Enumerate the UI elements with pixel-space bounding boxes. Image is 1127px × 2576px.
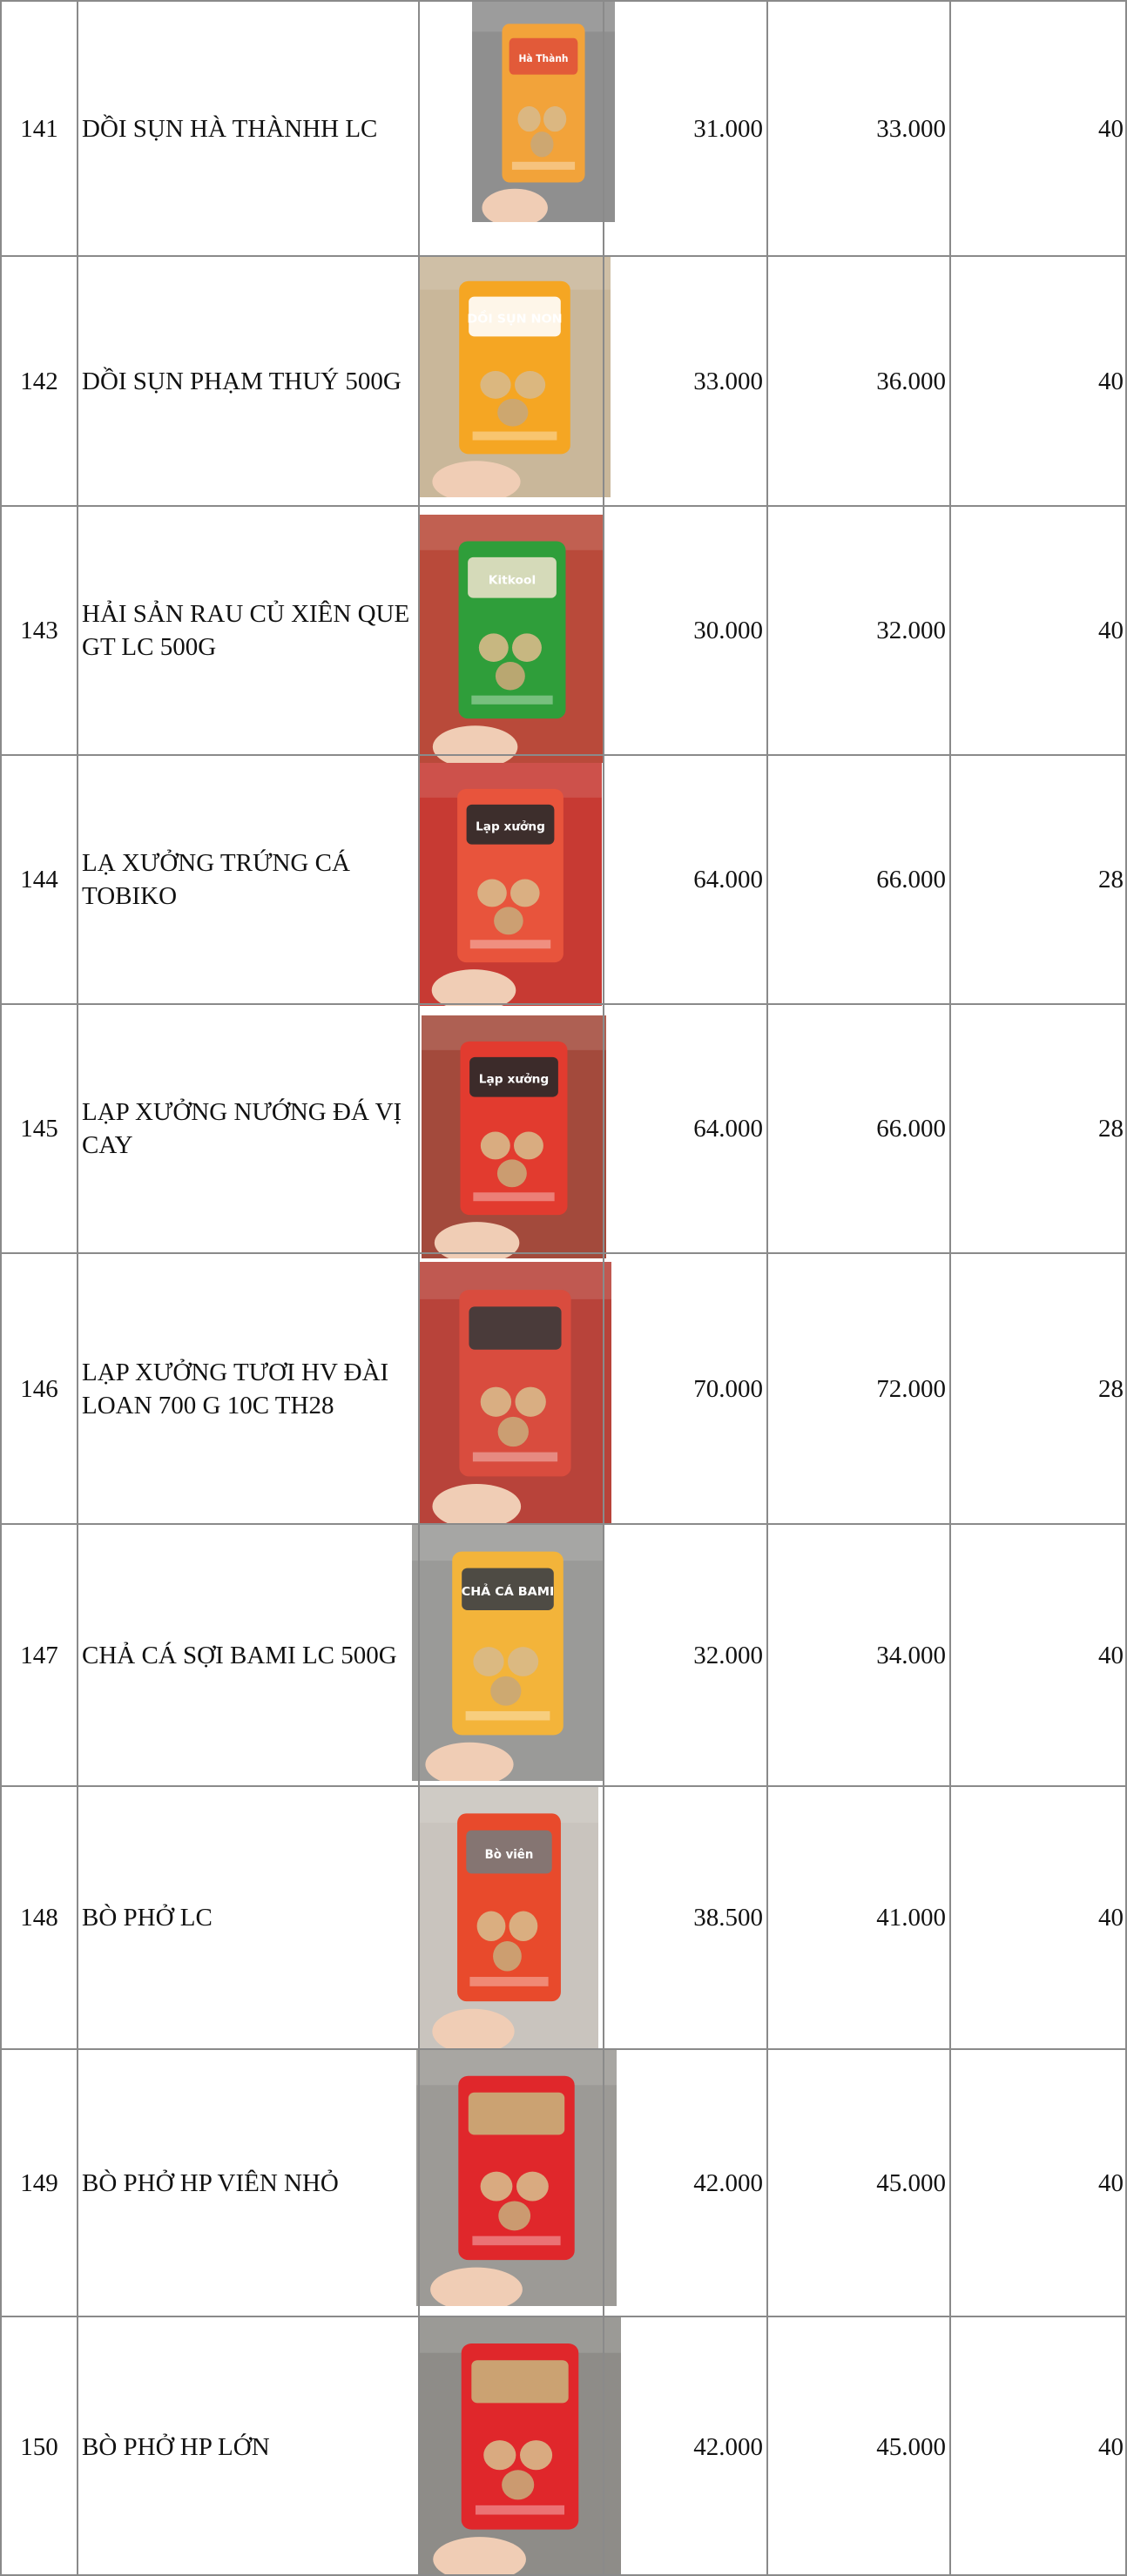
svg-text:Hà Thành: Hà Thành: [518, 52, 569, 65]
product-name: DỒI SỤN PHẠM THUÝ 500G: [82, 367, 402, 395]
product-name: LẠP XƯỞNG NƯỚNG ĐÁ VỊ CAY: [82, 1098, 402, 1159]
quantity: 40: [1098, 617, 1124, 644]
quantity: 40: [1098, 2432, 1124, 2461]
quantity: 40: [1098, 1904, 1124, 1932]
grid-line-vertical: [418, 0, 420, 2576]
product-photo-chinese-sausage-pack: [419, 763, 602, 1006]
price-cost: 33.000: [693, 367, 763, 395]
quantity: 40: [1098, 367, 1124, 395]
price-cost: 70.000: [693, 1374, 763, 1403]
grid-line-horizontal: [0, 1252, 1127, 1254]
product-photo-beef-ball-pack: [420, 1785, 598, 2048]
svg-text:Lạp xưởng: Lạp xưởng: [478, 1074, 550, 1087]
row-number: 150: [20, 2432, 58, 2461]
product-photo-seafood-skewer-pack: [420, 515, 604, 763]
price-cost: 42.000: [693, 2432, 763, 2461]
price-sale: 32.000: [876, 617, 946, 644]
row-number: 147: [20, 1641, 58, 1669]
product-photo-beef-ball-pack: [419, 2316, 621, 2576]
grid-line-horizontal: [0, 1003, 1127, 1005]
price-sale: 33.000: [876, 114, 946, 143]
price-sale: 66.000: [876, 1115, 946, 1143]
price-cost: 32.000: [693, 1641, 763, 1669]
quantity: 28: [1098, 1115, 1124, 1143]
quantity: 40: [1098, 2168, 1124, 2197]
row-number: 141: [20, 114, 58, 143]
grid-line-vertical: [766, 0, 768, 2576]
price-cost: 64.000: [693, 1115, 763, 1143]
grid-line-vertical: [949, 0, 951, 2576]
price-sale: 41.000: [876, 1904, 946, 1932]
price-cost: 64.000: [693, 866, 763, 894]
price-cost: 30.000: [693, 617, 763, 644]
product-name: LẠ XƯỞNG TRỨNG CÁ TOBIKO: [82, 849, 350, 910]
svg-text:Kitkool: Kitkool: [488, 573, 537, 588]
product-name: DỒI SỤN HÀ THÀNHH LC: [82, 114, 378, 143]
grid-line-horizontal: [0, 1523, 1127, 1525]
row-number: 146: [20, 1374, 58, 1403]
grid-line-vertical: [77, 0, 78, 2576]
grid-line-horizontal: [0, 255, 1127, 257]
svg-text:Bò viên: Bò viên: [484, 1847, 534, 1863]
row-number: 149: [20, 2168, 58, 2197]
grid-line-horizontal: [0, 505, 1127, 507]
price-cost: 42.000: [693, 2168, 763, 2197]
product-photo-chinese-sausage-pack: [422, 1015, 606, 1258]
price-cost: 31.000: [693, 114, 763, 143]
grid-line-horizontal: [0, 0, 1127, 2]
product-photo-chinese-sausage-pack: [419, 1262, 611, 1523]
row-number: 145: [20, 1115, 58, 1143]
grid-line-vertical: [603, 0, 604, 2576]
price-cost: 38.500: [693, 1904, 763, 1932]
price-sale: 72.000: [876, 1374, 946, 1403]
row-number: 143: [20, 617, 58, 644]
product-photo-sausage-pack: [472, 0, 615, 222]
quantity: 28: [1098, 866, 1124, 894]
product-name: HẢI SẢN RAU CỦ XIÊN QUE GT LC 500G: [82, 600, 410, 661]
price-sale: 45.000: [876, 2168, 946, 2197]
product-photo-beef-ball-pack: [416, 2048, 617, 2306]
price-sale: 45.000: [876, 2432, 946, 2461]
row-number: 142: [20, 367, 58, 395]
grid-line-horizontal: [0, 2048, 1127, 2050]
svg-text:Lạp xưởng: Lạp xưởng: [476, 821, 545, 834]
svg-text:DỒI SỤN NON: DỒI SỤN NON: [467, 313, 563, 327]
price-sale: 66.000: [876, 866, 946, 894]
grid-line-horizontal: [0, 754, 1127, 756]
quantity: 28: [1098, 1374, 1124, 1403]
product-name: LẠP XƯỞNG TƯƠI HV ĐÀI LOAN 700 G 10C TH28: [82, 1358, 389, 1419]
product-photo-fish-cake-pack: [412, 1524, 604, 1781]
price-sale: 34.000: [876, 1641, 946, 1669]
svg-text:CHẢ CÁ BAMI: CHẢ CÁ BAMI: [461, 1585, 555, 1600]
quantity: 40: [1098, 114, 1124, 143]
product-name: BÒ PHỞ HP VIÊN NHỎ: [82, 2168, 339, 2197]
row-number: 148: [20, 1904, 58, 1932]
grid-line-horizontal: [0, 1785, 1127, 1787]
product-photo-sausage-pack: [419, 255, 611, 497]
price-sale: 36.000: [876, 367, 946, 395]
row-number: 144: [20, 866, 58, 894]
grid-line-vertical: [0, 0, 2, 2576]
product-name: BÒ PHỞ HP LỚN: [82, 2432, 270, 2461]
product-name: CHẢ CÁ SỢI BAMI LC 500G: [82, 1641, 397, 1669]
quantity: 40: [1098, 1641, 1124, 1669]
grid-line-horizontal: [0, 2316, 1127, 2317]
product-name: BÒ PHỞ LC: [82, 1904, 213, 1932]
